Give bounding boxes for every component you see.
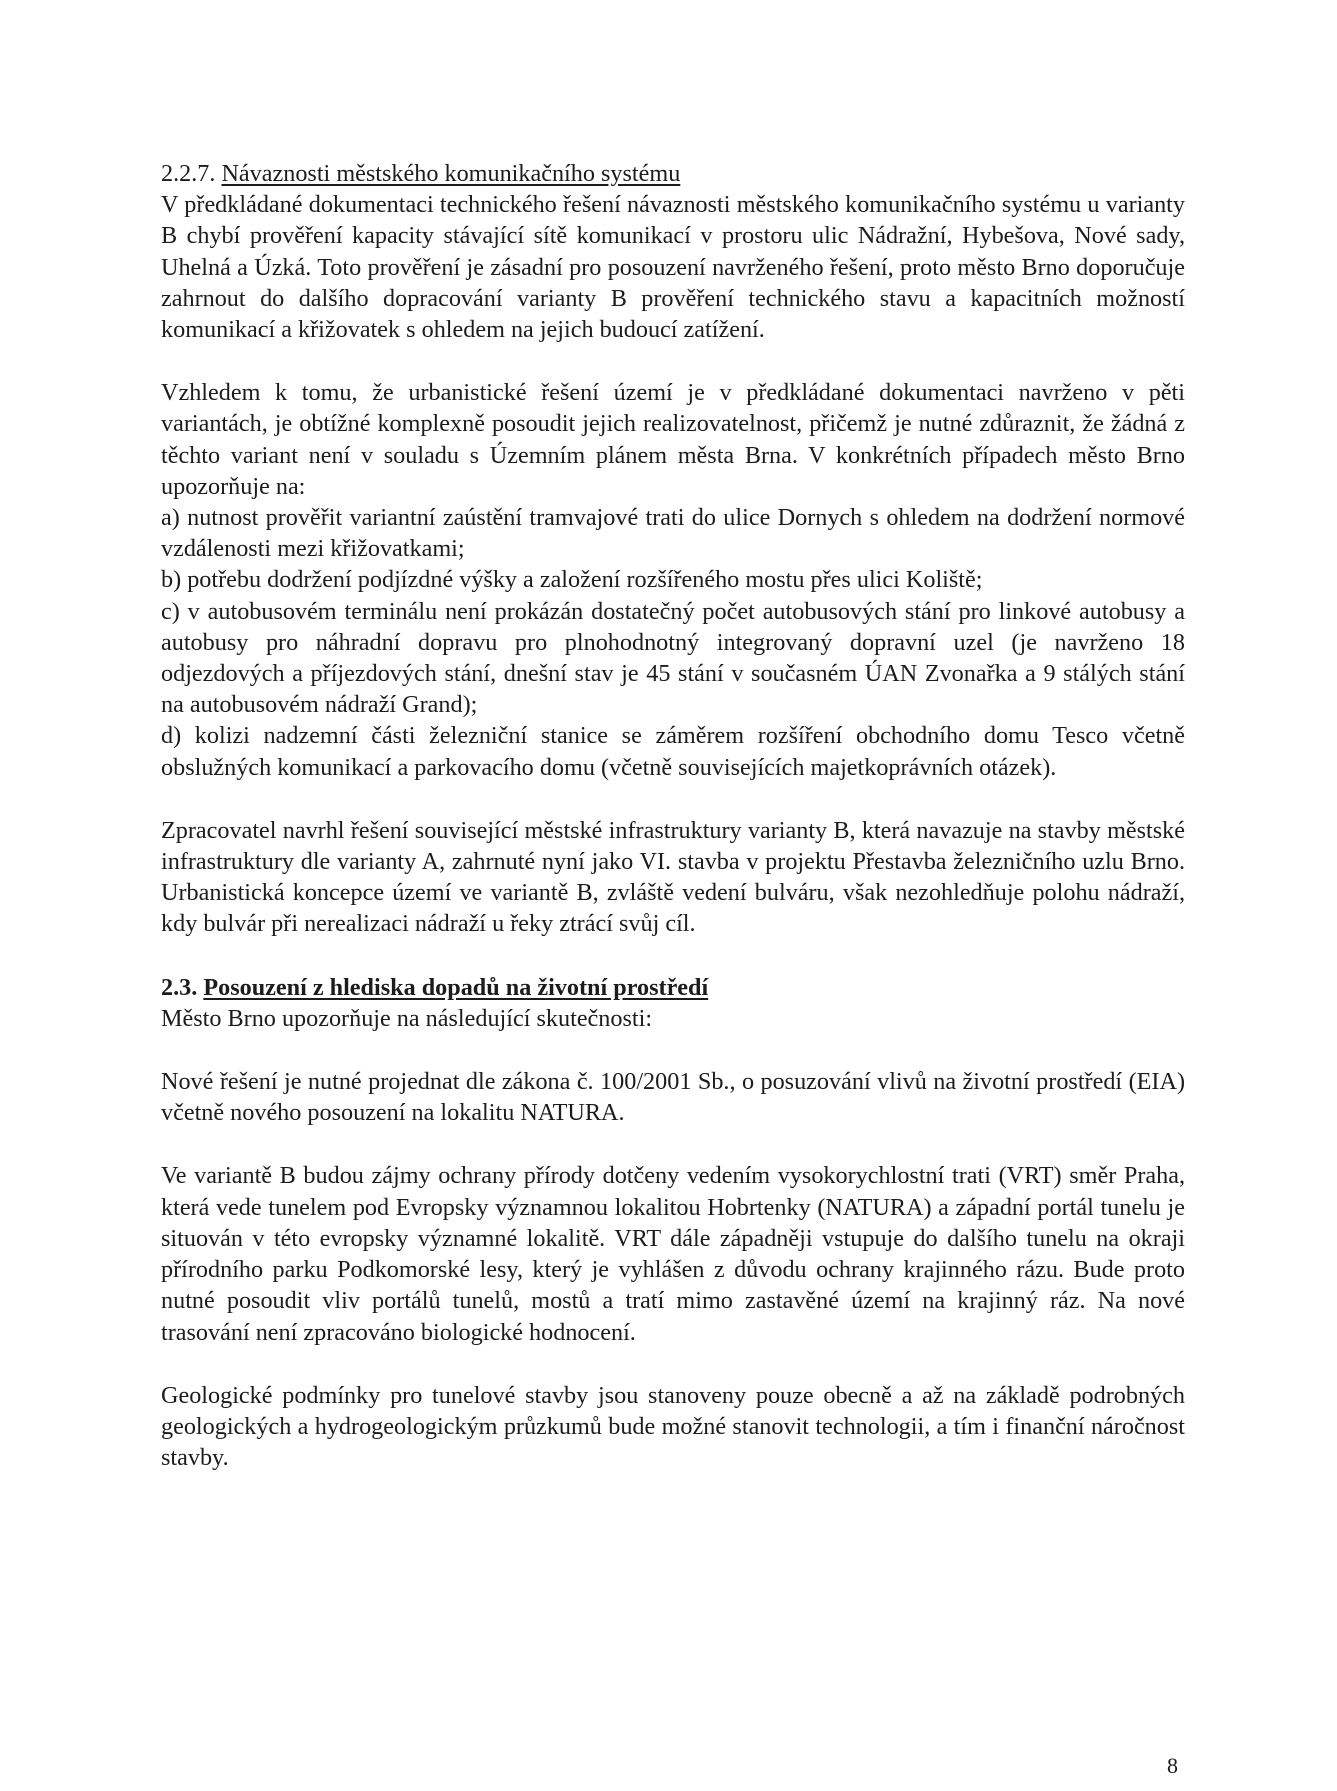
section-2-3-title: Posouzení z hlediska dopadů na životní prostředí xyxy=(203,973,709,1001)
section-2-2-7-number: 2.2.7. xyxy=(161,160,216,187)
paragraph-gap xyxy=(161,345,1185,377)
section-2-2-7-heading xyxy=(161,158,1185,189)
urbanism-item-b: b) potřebu dodržení podjízdné výšky a založení rozšířeného mostu přes ulici Koliště; xyxy=(161,566,983,594)
paragraph-gap xyxy=(161,783,1185,815)
page-content xyxy=(161,158,1185,1473)
section-2-2-7-paragraph: V předkládané dokumentaci technického řešení návaznosti městského komunikačního systému u varianty B chybí prověření kapacity stávající sítě komunikací v prostoru ulic Nádražní, Hybešova, Nové sady, Uhelná a Úzká. Toto prověření je zásadní pro posouzení navrženého řešení, proto město Brno doporučuje zahrnout do dalšího dopracování varianty B prověření technického stavu a kapacitních možností komunikací a křižovatek s ohledem na jejich budoucí zatížení. xyxy=(161,191,1185,344)
urbanism-intro-paragraph: Vzhledem k tomu, že urbanistické řešení území je v předkládané dokumentaci navrženo v pěti variantách, je obtížné komplexně posoudit jejich realizovatelnost, přičemž je nutné zdůraznit, že žádná z těchto variant není v souladu s Územním plánem města Brna. V konkrétních případech město Brno upozorňuje na: xyxy=(161,379,1185,500)
urbanism-item-c: c) v autobusovém terminálu není prokázán dostatečný počet autobusových stání pro linkové autobusy a autobusy pro náhradní dopravu pro plnohodnotný integrovaný dopravní uzel (je navrženo 18 odjezdových a příjezdových stání, dnešní stav je 45 stání v současném ÚAN Zvonařka a 9 stálých stání na autobusovém nádraží Grand); xyxy=(161,597,1185,719)
page-number: 8 xyxy=(1167,1753,1178,1778)
section-2-3-subtitle: Město Brno upozorňuje na následující skutečnosti: xyxy=(161,1004,653,1032)
paragraph-gap xyxy=(161,940,1185,972)
geology-paragraph: Geologické podmínky pro tunelové stavby jsou stanoveny pouze obecně a až na základě podrobných geologických a hydrogeologickým průzkumů bude možné stanovit technologii, a tím i finanční náročnost stavby. xyxy=(161,1381,1185,1472)
nature-protection-paragraph: Ve variantě B budou zájmy ochrany přírody dotčeny vedením vysokorychlostní trati (VRT) směr Praha, která vede tunelem pod Evropsky významnou lokalitou Hobrtenky (NATURA) a západní portál tunelu je situován v této evropsky významné lokalitě. VRT dále západněji vstupuje do dalšího tunelu na okraji přírodního parku Podkomorské lesy, který je vyhlášen z důvodu ochrany krajinného rázu. Bude proto nutné posoudit vliv portálů tunelů, mostů a tratí mimo zastavěné území na krajinný ráz. Na nové trasování není zpracováno biologické hodnocení. xyxy=(161,1162,1185,1346)
section-2-3-heading xyxy=(161,972,1185,1003)
section-2-2-7-title: Návaznosti městského komunikačního systému xyxy=(221,160,681,187)
paragraph-gap xyxy=(161,1034,1185,1066)
section-2-3-number: 2.3. xyxy=(161,973,198,1001)
paragraph-gap xyxy=(161,1128,1185,1160)
eia-paragraph: Nové řešení je nutné projednat dle zákona č. 100/2001 Sb., o posuzování vlivů na životní prostředí (EIA) včetně nového posouzení na lokalitu NATURA. xyxy=(161,1068,1185,1127)
urbanism-item-d: d) kolizi nadzemní části železniční stanice se záměrem rozšíření obchodního domu Tesco včetně obslužných komunikací a parkovacího domu (včetně souvisejících majetkoprávních otázek). xyxy=(161,722,1185,781)
infrastructure-paragraph: Zpracovatel navrhl řešení související městské infrastruktury varianty B, která navazuje na stavby městské infrastruktury dle varianty A, zahrnuté nyní jako VI. stavba v projektu Přestavba železničního uzlu Brno. Urbanistická koncepce území ve variantě B, zvláště vedení bulváru, však nezohledňuje polohu nádraží, kdy bulvár při nerealizaci nádraží u řeky ztrácí svůj cíl. xyxy=(161,816,1185,938)
urbanism-item-a: a) nutnost prověřit variantní zaústění tramvajové trati do ulice Dornych s ohledem na dodržení normové vzdálenosti mezi křižovatkami; xyxy=(161,504,1185,563)
paragraph-gap xyxy=(161,1348,1185,1380)
